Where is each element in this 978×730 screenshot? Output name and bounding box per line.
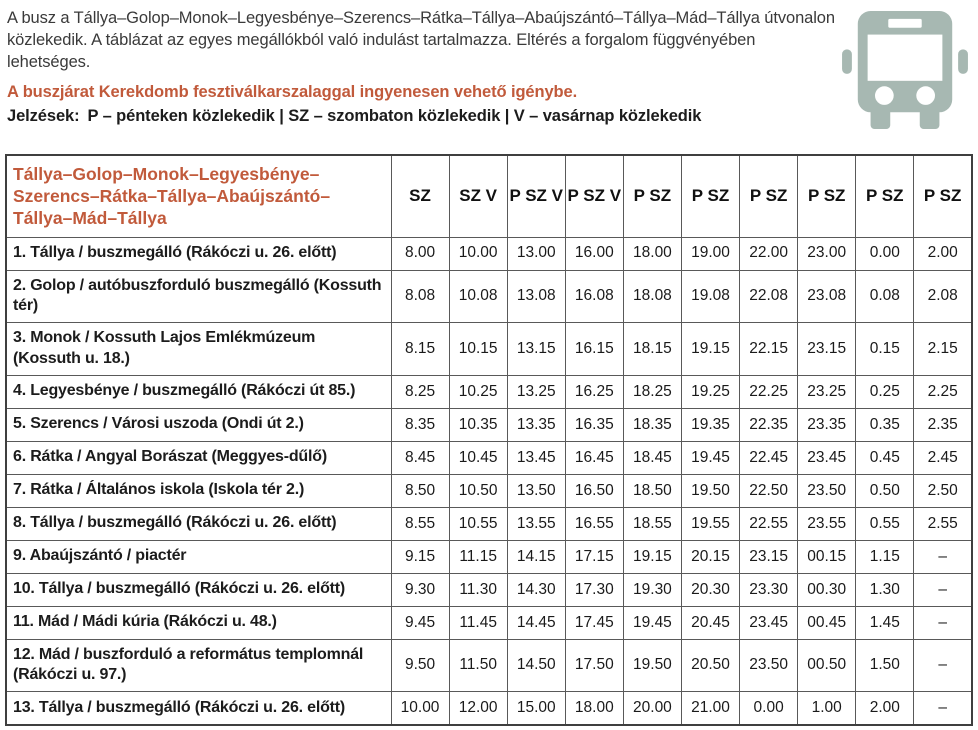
departure-time: 2.50 [914, 474, 972, 507]
stop-name: 13. Tállya / buszmegálló (Rákóczi u. 26. előtt) [6, 692, 391, 725]
timetable-body [6, 237, 972, 725]
departure-time: 22.45 [740, 441, 798, 474]
table-row [6, 441, 972, 474]
departure-time: 23.45 [798, 441, 856, 474]
departure-time: 23.35 [798, 408, 856, 441]
departure-time: 21.00 [681, 692, 739, 725]
departure-time: 23.50 [740, 639, 798, 692]
departure-time: 10.50 [449, 474, 507, 507]
departure-time: 19.30 [623, 573, 681, 606]
departure-time: 13.08 [507, 270, 565, 323]
departure-time: 19.15 [681, 323, 739, 376]
departure-time: 0.45 [856, 441, 914, 474]
departure-time: 0.00 [856, 237, 914, 270]
column-header: P SZ [740, 155, 798, 237]
departure-time: 15.00 [507, 692, 565, 725]
departure-time: 20.30 [681, 573, 739, 606]
departure-time: 22.35 [740, 408, 798, 441]
legend-text: P – pénteken közlekedik | SZ – szombaton közlekedik | V – vasárnap közlekedik [87, 106, 702, 125]
legend-label: Jelzések: [7, 106, 80, 125]
table-row [6, 408, 972, 441]
departure-time: 23.50 [798, 474, 856, 507]
departure-time: 23.08 [798, 270, 856, 323]
route-title: Tállya–Golop–Monok–Legyesbénye–Szerencs–Rátka–Tállya–Abaújszántó–Tállya–Mád–Tállya [6, 155, 391, 237]
column-header: SZ V [449, 155, 507, 237]
departure-time: 9.30 [391, 573, 449, 606]
departure-time: 23.30 [740, 573, 798, 606]
departure-time: 22.08 [740, 270, 798, 323]
departure-time: 9.15 [391, 540, 449, 573]
departure-time: 14.15 [507, 540, 565, 573]
departure-time: 13.15 [507, 323, 565, 376]
page-header [5, 6, 973, 135]
departure-time: 23.15 [798, 323, 856, 376]
column-header: P SZ V [507, 155, 565, 237]
departure-time: 1.00 [798, 692, 856, 725]
departure-time: 00.50 [798, 639, 856, 692]
departure-time: 18.15 [623, 323, 681, 376]
departure-time: 8.00 [391, 237, 449, 270]
departure-time: 2.08 [914, 270, 972, 323]
departure-time: 1.30 [856, 573, 914, 606]
departure-time: 10.15 [449, 323, 507, 376]
departure-time: 2.15 [914, 323, 972, 376]
departure-time: 18.08 [623, 270, 681, 323]
departure-time: 13.55 [507, 507, 565, 540]
departure-time: 19.45 [681, 441, 739, 474]
departure-time: 18.00 [623, 237, 681, 270]
departure-time: 16.25 [565, 375, 623, 408]
departure-time: 13.00 [507, 237, 565, 270]
departure-time: 8.50 [391, 474, 449, 507]
departure-time: 16.55 [565, 507, 623, 540]
departure-time: 0.35 [856, 408, 914, 441]
stop-name: 7. Rátka / Általános iskola (Iskola tér 2.) [6, 474, 391, 507]
departure-time: 22.00 [740, 237, 798, 270]
departure-time: 00.45 [798, 606, 856, 639]
table-row [6, 270, 972, 323]
departure-time: 22.55 [740, 507, 798, 540]
departure-time: 22.50 [740, 474, 798, 507]
departure-time: 18.00 [565, 692, 623, 725]
table-row [6, 540, 972, 573]
header-text-block [5, 6, 841, 126]
departure-time: 20.00 [623, 692, 681, 725]
departure-time: 11.50 [449, 639, 507, 692]
departure-time: 11.15 [449, 540, 507, 573]
departure-time: 16.50 [565, 474, 623, 507]
departure-time: 0.15 [856, 323, 914, 376]
departure-time: 17.45 [565, 606, 623, 639]
departure-time: 16.00 [565, 237, 623, 270]
stop-name: 11. Mád / Mádi kúria (Rákóczi u. 48.) [6, 606, 391, 639]
departure-time: 18.55 [623, 507, 681, 540]
departure-time: 0.55 [856, 507, 914, 540]
departure-time: 19.00 [681, 237, 739, 270]
festival-wristband-note: A buszjárat Kerekdomb fesztiválkarszalaggal ingyenesen vehető igénybe. [7, 82, 578, 101]
departure-time: 11.45 [449, 606, 507, 639]
table-row [6, 323, 972, 376]
departure-time: 18.35 [623, 408, 681, 441]
departure-time: – [914, 692, 972, 725]
timetable-header-row [6, 155, 972, 237]
departure-time: 17.15 [565, 540, 623, 573]
departure-time: 2.00 [856, 692, 914, 725]
stop-name: 8. Tállya / buszmegálló (Rákóczi u. 26. előtt) [6, 507, 391, 540]
stop-name: 9. Abaújszántó / piactér [6, 540, 391, 573]
table-row [6, 639, 972, 692]
departure-time: 1.45 [856, 606, 914, 639]
departure-time: 2.55 [914, 507, 972, 540]
departure-time: 8.25 [391, 375, 449, 408]
departure-time: 2.45 [914, 441, 972, 474]
table-row [6, 375, 972, 408]
column-header: SZ [391, 155, 449, 237]
departure-time: 9.45 [391, 606, 449, 639]
departure-time: – [914, 540, 972, 573]
departure-time: 19.25 [681, 375, 739, 408]
departure-time: 2.25 [914, 375, 972, 408]
departure-time: 16.08 [565, 270, 623, 323]
departure-time: 19.45 [623, 606, 681, 639]
departure-time: – [914, 639, 972, 692]
departure-time: 1.15 [856, 540, 914, 573]
table-row [6, 507, 972, 540]
departure-time: 9.50 [391, 639, 449, 692]
departure-time: 11.30 [449, 573, 507, 606]
departure-time: 13.45 [507, 441, 565, 474]
departure-time: 18.25 [623, 375, 681, 408]
departure-time: 8.08 [391, 270, 449, 323]
departure-time: 10.35 [449, 408, 507, 441]
stop-name: 12. Mád / buszforduló a református templomnál (Rákóczi u. 97.) [6, 639, 391, 692]
column-header: P SZ [914, 155, 972, 237]
departure-time: 10.55 [449, 507, 507, 540]
stop-name: 2. Golop / autóbuszforduló buszmegálló (Kossuth tér) [6, 270, 391, 323]
departure-time: 23.55 [798, 507, 856, 540]
column-header: P SZ [623, 155, 681, 237]
stop-name: 10. Tállya / buszmegálló (Rákóczi u. 26. előtt) [6, 573, 391, 606]
column-header: P SZ [798, 155, 856, 237]
stop-name: 5. Szerencs / Városi uszoda (Ondi út 2.) [6, 408, 391, 441]
departure-time: 18.50 [623, 474, 681, 507]
departure-time: – [914, 606, 972, 639]
column-header: P SZ [681, 155, 739, 237]
departure-time: 19.35 [681, 408, 739, 441]
departure-time: 2.00 [914, 237, 972, 270]
departure-time: 10.00 [391, 692, 449, 725]
bus-icon [841, 6, 973, 135]
departure-time: 13.35 [507, 408, 565, 441]
departure-time: 8.55 [391, 507, 449, 540]
departure-time: 17.30 [565, 573, 623, 606]
departure-time: 8.45 [391, 441, 449, 474]
departure-time: 14.50 [507, 639, 565, 692]
departure-time: 13.50 [507, 474, 565, 507]
stop-name: 6. Rátka / Angyal Borászat (Meggyes-dűlő) [6, 441, 391, 474]
table-row [6, 573, 972, 606]
departure-time: 2.35 [914, 408, 972, 441]
table-row [6, 606, 972, 639]
departure-time: 23.15 [740, 540, 798, 573]
departure-time: 22.15 [740, 323, 798, 376]
legend-line [7, 107, 841, 126]
departure-time: 19.15 [623, 540, 681, 573]
departure-time: 10.25 [449, 375, 507, 408]
table-row [6, 474, 972, 507]
departure-time: 16.15 [565, 323, 623, 376]
departure-time: 0.08 [856, 270, 914, 323]
departure-time: 16.35 [565, 408, 623, 441]
departure-time: 23.45 [740, 606, 798, 639]
departure-time: 10.45 [449, 441, 507, 474]
departure-time: 10.00 [449, 237, 507, 270]
stop-name: 1. Tállya / buszmegálló (Rákóczi u. 26. előtt) [6, 237, 391, 270]
departure-time: 17.50 [565, 639, 623, 692]
departure-time: 22.25 [740, 375, 798, 408]
departure-time: 13.25 [507, 375, 565, 408]
departure-time: 0.00 [740, 692, 798, 725]
departure-time: 20.50 [681, 639, 739, 692]
departure-time: 20.45 [681, 606, 739, 639]
departure-time: 20.15 [681, 540, 739, 573]
column-header: P SZ [856, 155, 914, 237]
departure-time: 23.00 [798, 237, 856, 270]
departure-time: 0.50 [856, 474, 914, 507]
departure-time: 8.35 [391, 408, 449, 441]
column-header: P SZ V [565, 155, 623, 237]
departure-time: 12.00 [449, 692, 507, 725]
table-row [6, 692, 972, 725]
departure-time: 1.50 [856, 639, 914, 692]
table-row [6, 237, 972, 270]
departure-time: 14.45 [507, 606, 565, 639]
stop-name: 4. Legyesbénye / buszmegálló (Rákóczi út 85.) [6, 375, 391, 408]
departure-time: 16.45 [565, 441, 623, 474]
departure-time: 00.30 [798, 573, 856, 606]
route-description: A busz a Tállya–Golop–Monok–Legyesbénye–Szerencs–Rátka–Tállya–Abaújszántó–Tállya–Mád–Tállya útvonalon közlekedik. A táblázat az egyes megállókból való indulást tartalmazza. Eltérés a forgalom függvényében lehetséges. [7, 9, 835, 71]
departure-time: – [914, 573, 972, 606]
departure-time: 19.08 [681, 270, 739, 323]
departure-time: 10.08 [449, 270, 507, 323]
departure-time: 18.45 [623, 441, 681, 474]
departure-time: 19.50 [681, 474, 739, 507]
departure-time: 0.25 [856, 375, 914, 408]
departure-time: 19.50 [623, 639, 681, 692]
departure-time: 14.30 [507, 573, 565, 606]
departure-time: 00.15 [798, 540, 856, 573]
departure-time: 8.15 [391, 323, 449, 376]
departure-timetable [5, 154, 973, 726]
departure-time: 19.55 [681, 507, 739, 540]
stop-name: 3. Monok / Kossuth Lajos Emlékmúzeum (Kossuth u. 18.) [6, 323, 391, 376]
departure-time: 23.25 [798, 375, 856, 408]
